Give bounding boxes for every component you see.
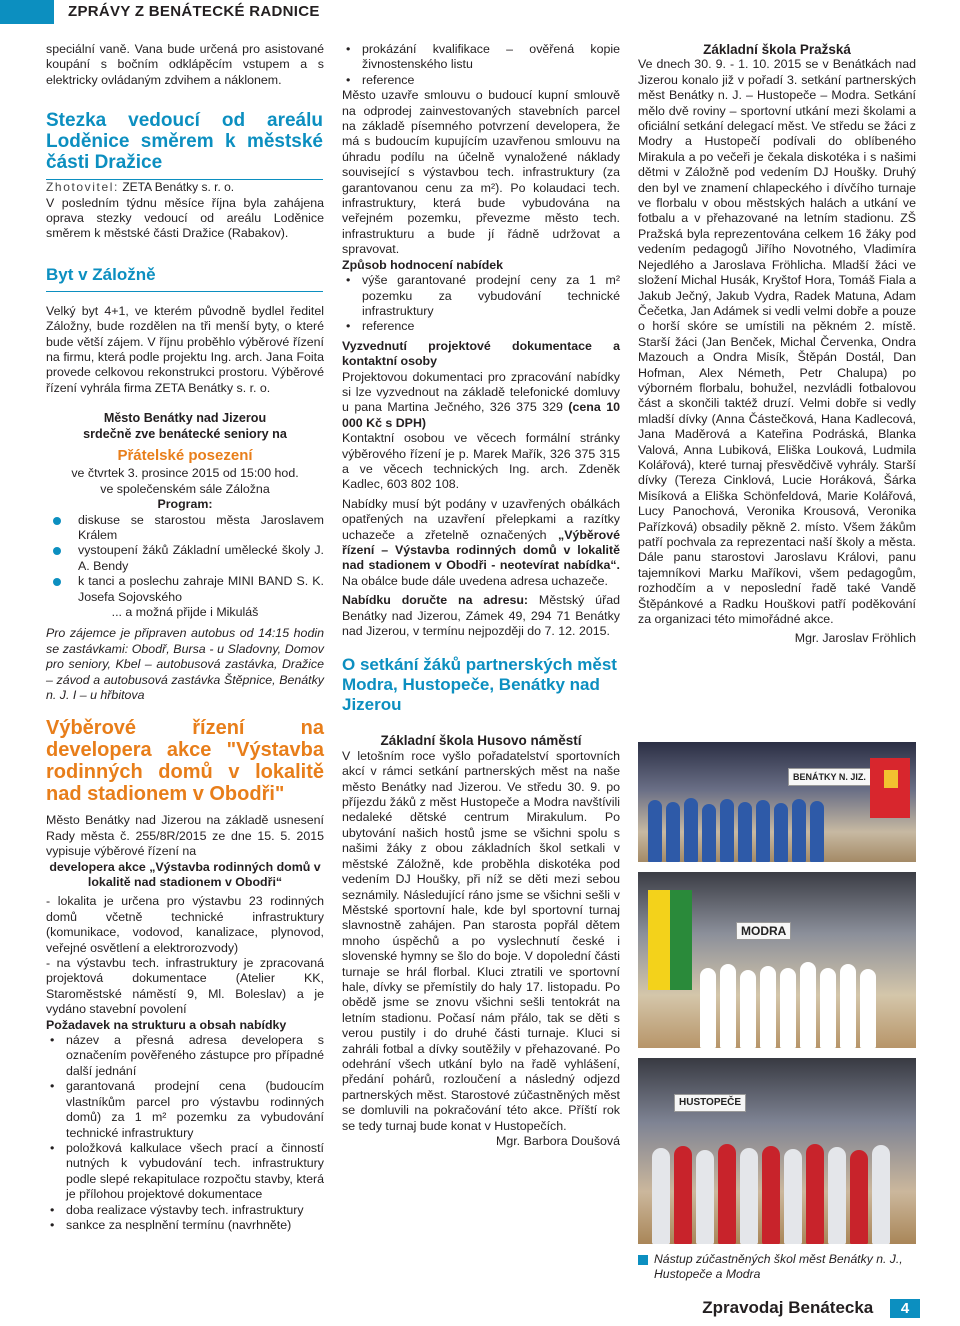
invite-date: ve čtvrtek 3. prosince 2015 od 15:00 hod. xyxy=(71,466,299,481)
photo-modra-team xyxy=(638,872,916,1048)
invite-place: ve společenském sále Záložna xyxy=(100,481,270,496)
tender-item: - na výstavbu tech. infrastruktury je zpracovaná projektová dokumentace (Atelier KK, Staroměstské náměstí 9, Ml. Boleslav) a je vydáno stavební povolení xyxy=(46,956,324,1017)
page-footer xyxy=(702,1298,920,1318)
address-label: Nabídku doručte na adresu: xyxy=(342,593,529,608)
school-husovo-heading: Základní škola Husovo náměstí xyxy=(380,733,582,749)
documentation-text xyxy=(342,370,620,432)
prazska-story: Ve dnech 30. 9. - 1. 10. 2015 se v Benátkách nad Jizerou konalo již v pořadí 3. setkání partnerských měst Benátky n. J. – Hustopeče – Modra. Setkání mělo dvě roviny – sportovní utkání mezi školami a oficiální setkání delegací měst. Ve středu se žáci z Modry a Hustopečí podívali do oblíbeného Mirakula a po večeři je čekala diskotéka i s našimi dětmi v Záložně pod vedením DJ Houšky. Druhý den byl ve znamení chlapeckého i dívčího turnaje ve florbalu v obou městských halách a utkání ve fotbalu a v přehazované na letním stadionu. ZŠ Pražská byla reprezentována celkem 16 žáky pod vedením pedagogů Jiřího Novotného, Vladimíra Nejedlého a Jaroslava Fröhlicha. Mladší žáci ve složení Michal Husák, Kryštof Hora, Tomáš Fiala a Jakub Ječný, Jakub Vydra, Radek Matuna, Adam Čečetka, Jan Adámek si vedli velmi dobře a pouze o horší skóre se umístili na pěkném 2. místě. Starší žáci (Jan Benček, Michal Červenka, Ondra Mazouch a Ondra Misík, Štěpán Dostál, Dan Hofman, Alex Németh, Petr Chalupa) po výborném florbalu, bohužel, nezvládli fotbalovou část a skončili taktéž druzí. Velmi dobře si vedly mladší dívky (Anna Částečková, Hana Kadlecová, Jana Maděrová a Kateřina Podráská, Blanka Valová, Anna Lubiková, Eliška Louková, Ludmila Kolářová), které turnaj přesvědčivě vyhrály. Starší dívky (Tereza Cinklová, Lucie Horáková, Šárka Misíková a Eliška Schönfeldová, Marie Kolářová, Lucy Panochová, Veronika Krousová, Veronika Pařízková) obsadily pěkně 2. místo. Všem žákům patří pochvala za reprezentaci naší školy a města. Dále panu starostovi Jaroslavu Královi, panu tajemníkovi Marku Maříkovi, všem pedagogům, rozhodčím a v neposlední řadě také Vandě Štěpánkové a Radku Houškovi patří poděkování za organizaci této mimořádné akce. xyxy=(638,57,916,627)
section-title: ZPRÁVY Z BENÁTECKÉ RADNICE xyxy=(68,3,320,20)
tender-subject: developera akce „Výstavba rodinných domů v lokalitě nad stadionem v Obodři“ xyxy=(49,859,321,889)
caption-marker xyxy=(638,1255,648,1265)
program-item: vystoupení žáků Základní umělecké školy J. A. Bendy xyxy=(46,543,324,574)
photo-people xyxy=(638,942,916,1048)
qualification-item: • prokázání kvalifikace – ověřená kopie živnostenského listu xyxy=(342,42,620,73)
documentation-price: (cena 10 000 Kč s DPH) xyxy=(342,400,620,430)
address-text xyxy=(342,593,620,639)
requirements-list xyxy=(46,1033,324,1233)
intro-text: speciální vaně. Vana bude určená pro asistované koupání s bočním odklápěcím vstupem a s elektricky ovládaným zdvihem a náklonem. xyxy=(46,42,324,87)
photo-caption xyxy=(638,1252,916,1282)
requirement-item: • položková kalkulace všech prací a činností nutných k vybudování tech. infrastruktury podle slepé rekapitulace rozpočtu stavby, která je přílohou projektové dokumentace xyxy=(46,1141,324,1203)
evaluation-item: • výše garantované prodejní ceny za 1 m² pozemku za vybudování technické infrastruktury xyxy=(342,273,620,319)
documentation-heading: Vyzvednutí projektové dokumentace a kontaktní osoby xyxy=(342,338,620,369)
column-middle xyxy=(342,42,620,1149)
evaluation-heading: Způsob hodnocení nabídek xyxy=(342,257,504,272)
column-right xyxy=(638,42,916,647)
envelope-text-main: Nabídky musí být podány v uzavřených obálkách opatřených na uzavření přelepkami a razítky uchazeče a zřetelně označených xyxy=(342,496,620,542)
requirement-item: • garantovaná prodejní cena (budoucím vlastníkům parcel pro výstavbu rodinných domů) za 1 m² pozemku za vybudování technické infrastruktury xyxy=(46,1079,324,1141)
school-prazska-heading: Základní škola Pražská xyxy=(703,42,851,57)
address-value: Městský úřad Benátky nad Jizerou, Zámek 49, 294 71 Benátky nad Jizerou, v termínu nejpozději do 7. 12. 2015. xyxy=(342,593,620,639)
program-item: diskuse se starostou města Jaroslavem Králem xyxy=(46,513,324,544)
husovo-story: V letošním roce vyšlo pořadatelství sportovních akcí v rámci setkání partnerských měst na naše město Benátky nad Jizerou. Ve středu 30. 9. po příjezdu žáků z měst Hustopeče a Modra navštívili nedaleké dětské centrum Mirakulum. Po ubytování našich hostů jsme se všichni spolu s našimi žáky z obou základních škol setkali v městské Záložně, kde proběhla diskotéka pod vedením DJ Houšky, při níž se děti mezi sebou seznámily. Následující ráno jsme se všichni sešli v Městské sportovní hale, kde byl sportovní turnaj slavnostně zahájen. Pan starosta popřál dětem mnoho úspěchů a po vyslechnutí české i slovenské hymny se šlo do boje. V dopolední části turnaje se hrál florbal. Kluci ztratili ve sportovní hale, dívky se přemístily do haly 17. listopadu. Po obědě jsme se znovu všichni sešli tentokrát na letním stadionu. Počasí nám přálo, tak se děti s verou pustily i do druhé části turnaje. Kluci si zahráli fotbal a dívky soutěžily v přehazované. Po odehrání všech utkání bylo na řadě vyhlášení, předání pohárů, rozloučení a následný odjezd partnerských měst. Starostové zúčastněných měst se domluvili na pokračování této akce. Příští rok se tedy turnaj bude konat v Hustopečích. xyxy=(342,748,620,1133)
photo-sign-benatky: BENÁTKY N. JIZ. xyxy=(788,768,871,786)
husovo-signature: Mgr. Barbora Doušová xyxy=(496,1134,620,1148)
prazska-signature: Mgr. Jaroslav Fröhlich xyxy=(794,631,916,646)
invite-line2: srdečně zve benátecké seniory na xyxy=(83,427,287,442)
column-left xyxy=(46,42,324,1233)
tender-heading: Výběrové řízení na developera akce "Výstavba rodinných domů v lokalitě nad stadionem v Obodři" xyxy=(46,717,324,806)
photo-sign-modra: MODRA xyxy=(736,922,791,940)
flag-emblem xyxy=(884,770,898,788)
program-item: k tanci a poslechu zahraje MINI BAND S. K. Josefa Sojovského xyxy=(46,574,324,605)
bus-info: Pro zájemce je připraven autobus od 14:15 hodin se zastávkami: Obodř, Bursa - u Sladovny, Domov pro seniory, Kbel – autobusová zastávka, Dražice – závod a autobusová zastávka Štěpnice, Benátky n. J. I – u hřbitova xyxy=(46,626,324,702)
photo-team-lineup xyxy=(638,742,916,862)
flag-graphic xyxy=(870,758,910,818)
photo-people xyxy=(638,1132,916,1244)
publication-name: Zpravodaj Benátecka xyxy=(702,1298,874,1317)
contractor-label: Zhotovitel: xyxy=(46,180,119,195)
contractor-value: ZETA Benátky s. r. o. xyxy=(122,180,235,195)
documentation-text-main: Projektovou dokumentaci pro zpracování nabídky si lze vyzvednout na základě telefonické domluvy u pana Martina Ječného, 326 375 329 xyxy=(342,369,620,415)
caption-text: Nástup zúčastněných škol měst Benátky n. J., Hustopeče a Modra xyxy=(654,1252,903,1281)
requirement-item: • sankce za nesplnění termínu (navrhněte) xyxy=(46,1218,324,1233)
program-label: Program: xyxy=(157,497,213,512)
contractor-line xyxy=(46,180,324,195)
invite-line1: Město Benátky nad Jizerou xyxy=(103,411,267,426)
program-list xyxy=(46,513,324,605)
meeting-heading: O setkání žáků partnerských měst Modra, Hustopeče, Benátky nad Jizerou xyxy=(342,655,617,715)
stezka-heading: Stezka vedoucí od areálu Loděnice směrem k městské části Dražice xyxy=(46,110,323,180)
stezka-text: V posledním týdnu měsíce října byla zahájena oprava stezky vedoucí od areálu Loděnice směrem k městské části Dražice (Rabakov). xyxy=(46,195,324,241)
invitation-box xyxy=(46,410,324,703)
contacts-text: Kontaktní osobou ve věcech formální stránky výběrového řízení je p. Marek Mařík, 326 375 315 a ve věcech technických Ing. arch. Zdeněk Kadlec, 603 802 108. xyxy=(342,431,620,492)
envelope-text xyxy=(342,497,620,589)
byt-heading: Byt v Záložně xyxy=(46,264,323,292)
envelope-text-end: Na obálce bude dále uvedena adresa uchazeče. xyxy=(342,573,608,588)
contract-text: Město uzavře smlouvu o budoucí kupní smlouvě na odprodej zainvestovaných stavebních parcel na základě písemného potvrzení developera, že má s budoucím kupujícím uzavřenou smlouvu na úhradu podílu na účelně vynaložené náklady související s výstavbou tech. infrastruktury (za garantovanou cenu za m²). Po kolaudaci tech. infrastruktury, která bude vybudována na veřejném pozemku, převezme město tech. infrastrukturu a bude jí řádně udržovat a spravovat. xyxy=(342,88,620,257)
invite-event: Přátelské posezení xyxy=(117,447,253,465)
photo-sign-hustopece: HUSTOPEČE xyxy=(674,1094,746,1112)
tender-intro: Město Benátky nad Jizerou na základě usnesení Rady města č. 255/8R/2015 ze dne 15. 5. 2015 vypisuje výběrové řízení na xyxy=(46,813,324,859)
evaluation-list xyxy=(342,273,620,335)
requirements-heading: Požadavek na strukturu a obsah nabídky xyxy=(46,1017,287,1032)
requirement-item: • doba realizace výstavby tech. infrastruktury xyxy=(46,1203,324,1218)
evaluation-item: • reference xyxy=(342,319,620,334)
qualification-item: • reference xyxy=(342,73,620,88)
envelope-label: „Výběrové řízení – Výstavba rodinných domů v lokalitě nad stadionem v Obodři - neotevírat nabídka“. xyxy=(342,527,620,573)
requirement-item: • název a přesná adresa developera s označením pověřeného zástupce pro případné další jednání xyxy=(46,1033,324,1079)
header-accent-square xyxy=(0,0,54,24)
tender-item: - lokalita je určena pro výstavbu 23 rodinných domů včetně technické infrastruktury (komunikace, vodovod, kanalizace, plynovod, veřejné osvětlení a elektrorozvody) xyxy=(46,894,324,955)
mikulas-line: ... a možná přijde i Mikuláš xyxy=(111,604,259,619)
byt-text: Velký byt 4+1, ve kterém původně bydlel ředitel Záložny, bude rozdělen na tři menší byty, o které bude větší zájem. V říjnu proběhlo výběrové řízení na firmu, která podle projektu Ing. arch. Jana Foita provede celkovou rekonstrukci prostoru. Výběrové řízení vyhrála firma ZETA Benátky s. r. o. xyxy=(46,303,324,395)
photo-hustopece-team xyxy=(638,1058,916,1244)
page-number: 4 xyxy=(890,1299,920,1318)
page-header xyxy=(0,0,960,24)
qualification-list xyxy=(342,42,620,88)
